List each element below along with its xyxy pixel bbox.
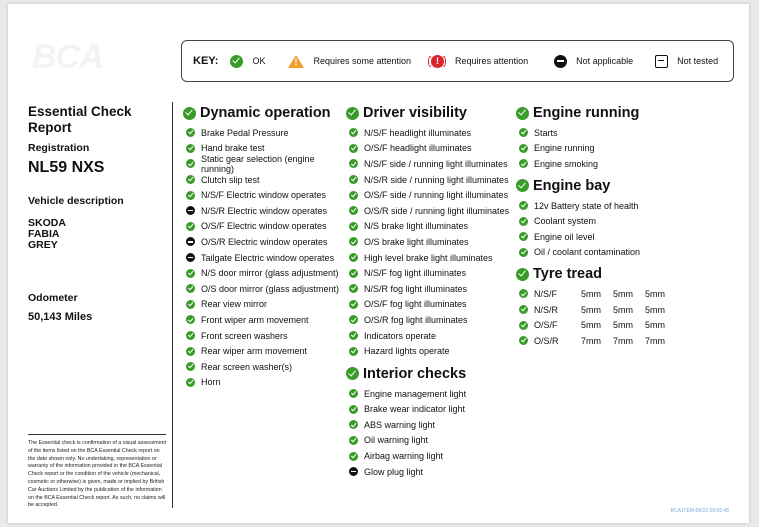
check-item: [346, 219, 516, 235]
footer-stamp: BCA ITEM-09/22 09:02:45: [670, 508, 729, 514]
check-circle-icon: [519, 128, 528, 137]
check-item: [346, 281, 516, 297]
tread-depth: 7mm: [613, 335, 633, 346]
check-item: [346, 417, 516, 433]
check-circle-icon: [349, 420, 358, 429]
check-item-label: Engine management light: [364, 388, 467, 399]
warning-triangle-icon: [288, 55, 304, 68]
check-item: [346, 172, 516, 188]
vehicle-description-label: Vehicle description: [28, 195, 124, 207]
check-item-label: Engine running: [534, 143, 595, 154]
red-alert-circle-icon: !: [428, 55, 446, 68]
registration-value: NL59 NXS: [28, 159, 105, 176]
check-circle-icon: [519, 305, 528, 314]
odometer-value: 50,143 Miles: [28, 311, 93, 323]
check-circle-icon: [519, 217, 528, 226]
check-item-label: High level brake light illuminates: [364, 252, 493, 263]
check-item: [516, 141, 686, 157]
check-circle-icon: [186, 144, 195, 153]
check-item-label: N/S brake light illuminates: [364, 221, 469, 232]
tread-depth: 5mm: [581, 304, 601, 315]
check-item-label: Front screen washers: [201, 330, 288, 341]
check-item-label: Engine oil level: [534, 231, 595, 242]
check-item-label: N/S/R side / running light illuminates: [364, 174, 509, 185]
check-item: [516, 245, 686, 261]
check-item: [346, 433, 516, 449]
check-item: [346, 156, 516, 172]
tread-depth: 5mm: [645, 320, 665, 331]
dynamic-operation-list: [183, 125, 348, 390]
check-circle-icon: [349, 159, 358, 168]
engine-bay-list: [516, 198, 686, 260]
check-item: [346, 464, 516, 480]
check-circle-icon: [516, 107, 529, 120]
column-1: [183, 102, 348, 390]
engine-running-list: [516, 125, 686, 172]
tyre-position: N/S/R: [534, 304, 559, 315]
check-item-label: Oil warning light: [364, 435, 429, 446]
key-item-attention: ! Requires attention: [428, 55, 528, 68]
status-key: [181, 40, 734, 82]
check-item: [346, 312, 516, 328]
check-circle-icon: [516, 268, 529, 281]
bca-logo: BCA: [32, 38, 103, 76]
check-circle-icon: [349, 269, 358, 278]
divider: [28, 434, 166, 435]
check-circle-icon: [519, 248, 528, 257]
check-circle-icon: [349, 347, 358, 356]
check-item: [183, 312, 348, 328]
divider: [172, 102, 173, 508]
check-item-label: 12v Battery state of health: [534, 200, 639, 211]
check-circle-icon: [519, 144, 528, 153]
section-header-driver-visibility: Driver visibility: [346, 102, 516, 124]
check-item: [346, 328, 516, 344]
check-item-label: Oil / coolant contamination: [534, 247, 641, 258]
check-item-label: O/S/R fog light illuminates: [364, 314, 468, 325]
minus-circle-icon: [349, 467, 358, 476]
check-item-label: Coolant system: [534, 216, 597, 227]
check-item-label: Rear wiper arm movement: [201, 346, 308, 357]
key-item-not-applicable: Not applicable: [554, 55, 633, 68]
check-item-label: Tailgate Electric window operates: [201, 252, 335, 263]
check-item-label: Rear view mirror: [201, 299, 268, 310]
check-circle-icon: [186, 159, 195, 168]
check-item: [183, 172, 348, 188]
check-item: [516, 156, 686, 172]
tread-depth: 5mm: [645, 304, 665, 315]
check-item-label: N/S/F Electric window operates: [201, 190, 327, 201]
interior-checks-list: [346, 386, 516, 480]
check-item-label: O/S/F Electric window operates: [201, 221, 327, 232]
check-item-label: O/S door mirror (glass adjustment): [201, 283, 340, 294]
check-circle-icon: [349, 222, 358, 231]
odometer-label: Odometer: [28, 292, 78, 304]
check-circle-icon: [349, 191, 358, 200]
check-circle-icon: [519, 201, 528, 210]
check-item-label: Engine smoking: [534, 158, 599, 169]
check-item-label: Starts: [534, 127, 558, 138]
check-item: [346, 343, 516, 359]
tread-depth: 5mm: [581, 320, 601, 331]
check-circle-icon: [349, 284, 358, 293]
check-item: [346, 203, 516, 219]
minus-square-icon: [655, 55, 668, 68]
check-item: [183, 234, 348, 250]
check-item: [346, 265, 516, 281]
check-circle-icon: [183, 107, 196, 120]
check-item-label: N/S/R fog light illuminates: [364, 283, 468, 294]
minus-circle-icon: [186, 253, 195, 262]
check-circle-icon: [519, 159, 528, 168]
check-circle-icon: [186, 300, 195, 309]
check-item: [346, 386, 516, 402]
column-2: [346, 102, 516, 479]
check-item: [346, 402, 516, 418]
check-item: [183, 328, 348, 344]
check-circle-icon: [349, 206, 358, 215]
tyre-position: O/S/F: [534, 320, 558, 331]
check-item: [346, 448, 516, 464]
check-item-label: O/S/R side / running light illuminates: [364, 205, 510, 216]
check-item: [346, 187, 516, 203]
check-circle-icon: [186, 222, 195, 231]
minus-circle-icon: [186, 237, 195, 246]
tyre-row: [516, 317, 686, 333]
check-item-label: ABS warning light: [364, 419, 436, 430]
check-item-label: N/S/F side / running light illuminates: [364, 158, 508, 169]
check-item-label: N/S/F headlight illuminates: [364, 127, 472, 138]
check-circle-icon: [186, 331, 195, 340]
check-item: [346, 234, 516, 250]
check-item-label: Hazard lights operate: [364, 346, 450, 357]
check-item-label: O/S/F side / running light illuminates: [364, 190, 509, 201]
check-item: [183, 281, 348, 297]
check-circle-icon: [186, 315, 195, 324]
section-header-interior-checks: Interior checks: [346, 363, 516, 385]
tread-depth: 5mm: [581, 288, 601, 299]
check-item: [346, 250, 516, 266]
check-circle-icon: [186, 284, 195, 293]
tyre-tread-list: [516, 286, 686, 348]
check-circle-icon: [519, 289, 528, 298]
column-3: [516, 102, 686, 349]
check-item-label: O/S/F fog light illuminates: [364, 299, 467, 310]
check-item: [516, 229, 686, 245]
tyre-position: O/S/R: [534, 335, 559, 346]
check-item: [183, 343, 348, 359]
check-item: [516, 213, 686, 229]
check-item-label: Indicators operate: [364, 330, 437, 341]
key-item-some-attention: ! Requires some attention: [288, 55, 411, 68]
check-item-label: N/S door mirror (glass adjustment): [201, 268, 339, 279]
check-circle-icon: [516, 179, 529, 192]
tyre-row: [516, 286, 686, 302]
check-item-label: Brake wear indicator light: [364, 404, 466, 415]
check-item: [183, 375, 348, 391]
vehicle-description: SKODA FABIA GREY: [28, 217, 66, 251]
check-item-label: Airbag warning light: [364, 451, 444, 462]
tread-depth: 7mm: [581, 335, 601, 346]
check-circle-icon: [349, 175, 358, 184]
driver-visibility-list: [346, 125, 516, 359]
disclaimer-text: The Essential check is confirmation of a visual assessment of the items listed on the BCA Essential Check report on the date shown only. No undertaking, representation or warranty of the information provided in the BCA Essential Check report or the condition of the vehicle (mechanical, cosmetic or otherwise) is given, made or implied by British Car Auctions Limited by the publication of the information on the BCA Essential Check report. As such, no claims will be accepted.: [28, 440, 167, 509]
check-item-label: Horn: [201, 377, 221, 388]
check-circle-icon: [349, 315, 358, 324]
check-item: [183, 250, 348, 266]
key-item-ok: OK: [230, 55, 265, 68]
check-circle-icon: [349, 300, 358, 309]
check-item-label: N/S/F fog light illuminates: [364, 268, 467, 279]
report-page: [8, 4, 749, 523]
check-circle-icon: [186, 378, 195, 387]
check-circle-icon: [349, 331, 358, 340]
check-circle-icon: [186, 175, 195, 184]
check-circle-icon: [349, 405, 358, 414]
check-circle-icon: [346, 107, 359, 120]
section-header-dynamic-operation: Dynamic operation: [183, 102, 348, 124]
tyre-row: [516, 302, 686, 318]
check-item-label: O/S brake light illuminates: [364, 236, 469, 247]
check-item: [183, 297, 348, 313]
check-item-label: Hand brake test: [201, 143, 265, 154]
check-item: [183, 203, 348, 219]
check-circle-icon: [349, 144, 358, 153]
check-item: [183, 265, 348, 281]
check-circle-icon: [519, 321, 528, 330]
section-header-engine-bay: Engine bay: [516, 175, 686, 197]
minus-circle-icon: [186, 206, 195, 215]
check-item-label: Brake Pedal Pressure: [201, 127, 289, 138]
check-circle-icon: [349, 452, 358, 461]
tyre-position: N/S/F: [534, 288, 558, 299]
report-title: Essential Check Report: [28, 104, 132, 135]
check-circle-icon: [346, 367, 359, 380]
check-item: [516, 198, 686, 214]
check-item: [183, 187, 348, 203]
check-circle-icon: [349, 389, 358, 398]
check-item: [183, 219, 348, 235]
check-circle-icon: [186, 128, 195, 137]
check-item: [183, 125, 348, 141]
check-item: [346, 141, 516, 157]
minus-circle-icon: [554, 55, 567, 68]
check-circle-icon: [186, 269, 195, 278]
check-item-label: Front wiper arm movement: [201, 314, 309, 325]
check-circle-icon: [230, 55, 243, 68]
check-item-label: Clutch slip test: [201, 174, 260, 185]
check-item: [183, 153, 348, 174]
vehicle-summary: [28, 104, 168, 323]
tread-depth: 7mm: [645, 335, 665, 346]
registration-label: Registration: [28, 142, 90, 154]
tread-depth: 5mm: [613, 304, 633, 315]
check-item-label: O/S/F headlight illuminates: [364, 143, 472, 154]
section-header-engine-running: Engine running: [516, 102, 686, 124]
check-item-label: N/S/R Electric window operates: [201, 205, 328, 216]
check-circle-icon: [186, 362, 195, 371]
check-circle-icon: [519, 232, 528, 241]
check-circle-icon: [349, 128, 358, 137]
check-circle-icon: [349, 237, 358, 246]
section-header-tyre-tread: Tyre tread: [516, 263, 686, 285]
check-item: [516, 125, 686, 141]
tread-depth: 5mm: [613, 320, 633, 331]
check-item: [183, 359, 348, 375]
check-circle-icon: [349, 253, 358, 262]
key-item-not-tested: Not tested: [655, 55, 718, 68]
check-item-label: Static gear selection (engine running): [201, 153, 315, 174]
check-circle-icon: [186, 347, 195, 356]
check-item: [346, 125, 516, 141]
check-item-label: O/S/R Electric window operates: [201, 236, 328, 247]
check-item-label: Glow plug light: [364, 466, 424, 477]
tread-depth: 5mm: [613, 288, 633, 299]
check-item-label: Rear screen washer(s): [201, 361, 293, 372]
check-circle-icon: [349, 436, 358, 445]
tread-depth: 5mm: [645, 288, 665, 299]
tyre-row: [516, 333, 686, 349]
key-title: KEY:: [193, 55, 219, 67]
check-circle-icon: [186, 191, 195, 200]
check-circle-icon: [519, 336, 528, 345]
check-item: [346, 297, 516, 313]
